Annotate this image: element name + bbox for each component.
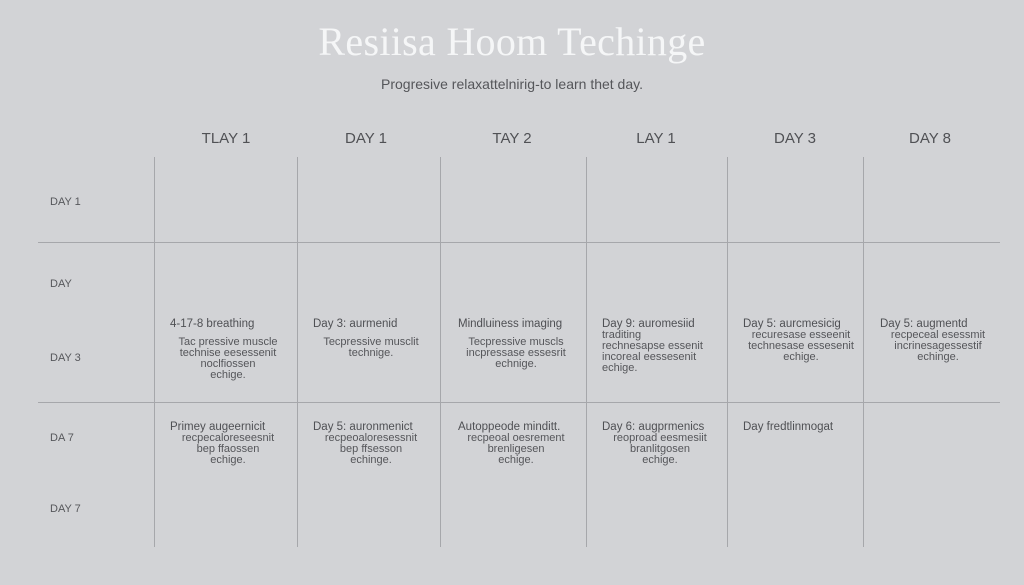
schedule-cell [743,422,875,433]
schedule-cell [602,422,734,466]
column-header: DAY 3 [774,130,816,147]
grid-hline [38,242,1000,243]
cell-body: Tac pressive muscle technise eesessenit noclfiossen echige. [178,336,278,381]
cell-heading: 4-17-8 breathing [170,318,255,330]
cell-heading: Day 9: auromesiid [602,318,695,330]
cell-heading: Primey augeernicit [170,421,266,433]
row-label: DAY 1 [50,196,81,208]
cell-heading: Day 6: augprmenics [602,421,705,433]
cell-body: Tecpressive musclit technige. [323,336,419,359]
cell-heading: Mindluiness imaging [458,318,563,330]
schedule-cell [880,319,1012,363]
row-label: DA 7 [50,432,74,444]
column-header: DAY 1 [345,130,387,147]
cell-heading: Day fredtlinmogat [743,421,834,433]
column-header: TAY 2 [492,130,532,147]
cell-body: recpeoaloresessnit bep ffsesson echinge. [324,432,418,466]
cell-body: reoproad eesmesiit branlitgosen echige. [613,432,707,466]
schedule-cell [170,319,302,381]
grid-hline [38,402,1000,403]
schedule-cell [313,422,445,466]
schedule-cell [170,422,302,466]
cell-heading: Day 3: aurmenid [313,318,398,330]
schedule-cell [458,422,590,466]
cell-heading: Day 5: aurcmesicig [743,318,841,330]
schedule-cell [313,319,445,359]
cell-body: Tecpressive muscls incpressase essesrit echnige. [466,336,566,370]
column-header: LAY 1 [636,130,676,147]
cell-body: recuresase esseenit technesase essesenit echige. [748,329,854,363]
cell-body: recpecaloreseesnit bep ffaossen echige. [181,432,275,466]
page-subtitle: Progresive relaxattelnirig-to learn thet day. [381,76,643,92]
row-label: DAY [50,278,72,290]
page-title: Resiisa Hoom Techinge [318,19,706,64]
column-header: DAY 8 [909,130,951,147]
schedule-cell [602,319,734,374]
cell-body: recpeoal oesrement brenligesen echige. [467,432,565,466]
cell-body: recpeceal esessmit incrinesagessestif echinge. [890,329,986,363]
row-label: DAY 7 [50,503,81,515]
cell-heading: Day 5: augmentd [880,318,968,330]
cell-heading: Day 5: auronmenict [313,421,413,433]
row-label: DAY 3 [50,352,81,364]
grid-vline [154,157,155,547]
column-header: TLAY 1 [201,130,251,147]
cell-body: traditing rechnesapse essenit incoreal eessesenit echige. [602,329,703,374]
schedule-cell [743,319,875,363]
cell-heading: Autoppeode minditt. [458,421,561,433]
schedule-cell [458,319,590,370]
